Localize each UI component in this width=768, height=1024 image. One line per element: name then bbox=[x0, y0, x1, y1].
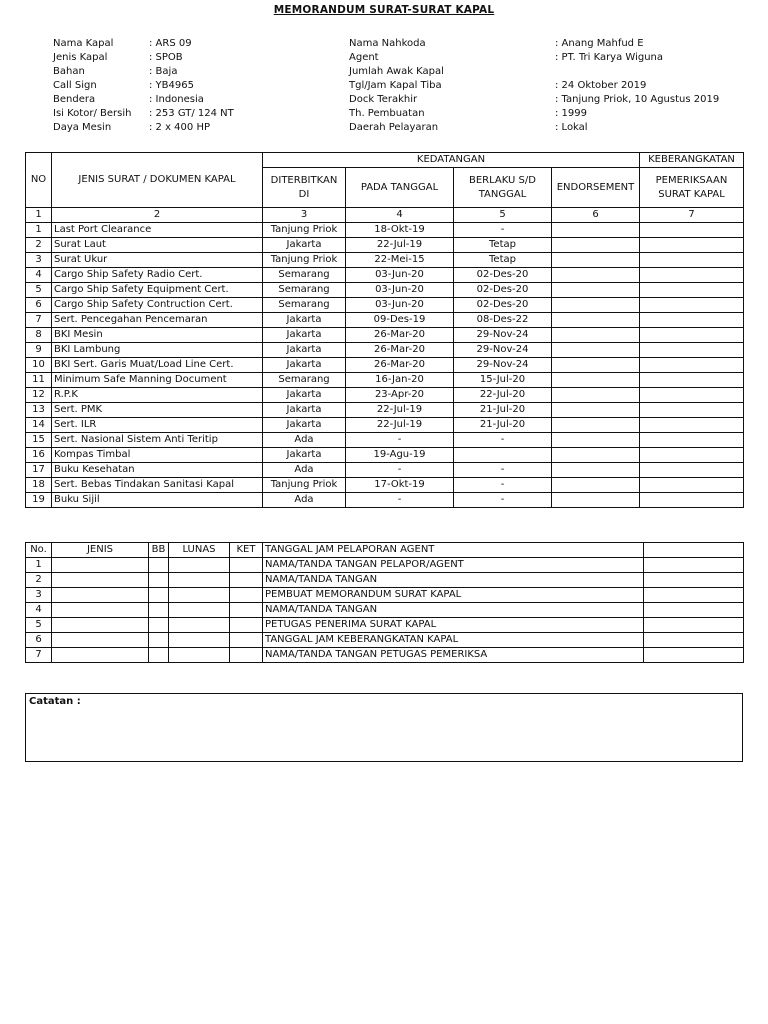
row-no: 4 bbox=[26, 268, 52, 283]
row-pada-tanggal: 18-Okt-19 bbox=[346, 223, 454, 238]
row-berlaku: - bbox=[454, 493, 552, 508]
log-jenis bbox=[52, 603, 149, 618]
row-jenis-surat: Sert. Bebas Tindakan Sanitasi Kapal bbox=[52, 478, 263, 493]
row-diterbitkan-di: Jakarta bbox=[263, 448, 346, 463]
row-no: 18 bbox=[26, 478, 52, 493]
log-row-right: TANGGAL JAM KEBERANGKATAN KAPAL bbox=[263, 633, 644, 648]
log-header-jenis: JENIS bbox=[52, 543, 149, 558]
header-kedatangan: KEDATANGAN bbox=[263, 153, 640, 168]
log-row-no: 4 bbox=[26, 603, 52, 618]
column-number-row bbox=[26, 208, 744, 223]
row-diterbitkan-di: Semarang bbox=[263, 298, 346, 313]
log-row bbox=[26, 603, 744, 618]
row-pada-tanggal: 22-Jul-19 bbox=[346, 238, 454, 253]
row-pemeriksaan bbox=[640, 253, 744, 268]
row-diterbitkan-di: Tanjung Priok bbox=[263, 223, 346, 238]
info-label: Bahan bbox=[53, 66, 85, 77]
log-ket bbox=[230, 588, 263, 603]
row-endorsement bbox=[552, 448, 640, 463]
log-cell-blank bbox=[644, 588, 744, 603]
column-number: 5 bbox=[454, 208, 552, 223]
row-diterbitkan-di: Tanjung Priok bbox=[263, 478, 346, 493]
row-pada-tanggal: 22-Mei-15 bbox=[346, 253, 454, 268]
info-value: : ARS 09 bbox=[149, 38, 192, 49]
row-berlaku: - bbox=[454, 478, 552, 493]
table-row bbox=[26, 223, 744, 238]
log-lunas bbox=[169, 633, 230, 648]
log-row bbox=[26, 558, 744, 573]
log-bb bbox=[149, 558, 169, 573]
row-endorsement bbox=[552, 343, 640, 358]
row-diterbitkan-di: Semarang bbox=[263, 268, 346, 283]
row-berlaku: 02-Des-20 bbox=[454, 268, 552, 283]
row-pemeriksaan bbox=[640, 298, 744, 313]
row-pemeriksaan bbox=[640, 238, 744, 253]
log-row-no: 6 bbox=[26, 633, 52, 648]
info-row bbox=[53, 79, 234, 93]
log-header-ket: KET bbox=[230, 543, 263, 558]
row-pemeriksaan bbox=[640, 403, 744, 418]
row-endorsement bbox=[552, 478, 640, 493]
row-pemeriksaan bbox=[640, 478, 744, 493]
row-endorsement bbox=[552, 253, 640, 268]
row-no: 3 bbox=[26, 253, 52, 268]
row-berlaku: 02-Des-20 bbox=[454, 283, 552, 298]
info-value: : SPOB bbox=[149, 52, 183, 63]
log-lunas bbox=[169, 603, 230, 618]
row-pada-tanggal: 26-Mar-20 bbox=[346, 328, 454, 343]
log-cell-blank bbox=[644, 558, 744, 573]
row-pemeriksaan bbox=[640, 313, 744, 328]
header-pemeriksaan: PEMERIKSAAN SURAT KAPAL bbox=[640, 168, 744, 208]
table-row bbox=[26, 418, 744, 433]
log-header-bb: BB bbox=[149, 543, 169, 558]
log-bb bbox=[149, 618, 169, 633]
log-row-no: 7 bbox=[26, 648, 52, 663]
row-jenis-surat: Buku Kesehatan bbox=[52, 463, 263, 478]
info-value: : Baja bbox=[149, 66, 178, 77]
row-endorsement bbox=[552, 298, 640, 313]
row-berlaku: 29-Nov-24 bbox=[454, 328, 552, 343]
info-value: : 24 Oktober 2019 bbox=[555, 80, 647, 91]
row-pada-tanggal: 22-Jul-19 bbox=[346, 403, 454, 418]
log-cell-blank bbox=[644, 618, 744, 633]
info-label: Jenis Kapal bbox=[53, 52, 108, 63]
row-no: 19 bbox=[26, 493, 52, 508]
table-row bbox=[26, 448, 744, 463]
ship-info-left bbox=[53, 37, 234, 135]
row-no: 2 bbox=[26, 238, 52, 253]
documents-table bbox=[25, 152, 744, 508]
info-value: : 253 GT/ 124 NT bbox=[149, 108, 234, 119]
row-jenis-surat: Sert. Pencegahan Pencemaran bbox=[52, 313, 263, 328]
log-lunas bbox=[169, 648, 230, 663]
column-number: 3 bbox=[263, 208, 346, 223]
row-berlaku bbox=[454, 448, 552, 463]
log-header-right: TANGGAL JAM PELAPORAN AGENT bbox=[263, 543, 644, 558]
log-header-no: No. bbox=[26, 543, 52, 558]
row-berlaku: 29-Nov-24 bbox=[454, 358, 552, 373]
row-berlaku: 21-Jul-20 bbox=[454, 418, 552, 433]
log-row-right: NAMA/TANDA TANGAN PELAPOR/AGENT bbox=[263, 558, 644, 573]
column-number: 7 bbox=[640, 208, 744, 223]
table-row bbox=[26, 313, 744, 328]
row-no: 14 bbox=[26, 418, 52, 433]
row-endorsement bbox=[552, 433, 640, 448]
log-ket bbox=[230, 558, 263, 573]
log-row-right: NAMA/TANDA TANGAN bbox=[263, 573, 644, 588]
ship-info-right bbox=[349, 37, 719, 135]
log-cell-blank bbox=[644, 573, 744, 588]
log-row-no: 2 bbox=[26, 573, 52, 588]
row-endorsement bbox=[552, 238, 640, 253]
log-row-right: PEMBUAT MEMORANDUM SURAT KAPAL bbox=[263, 588, 644, 603]
log-cell-blank bbox=[644, 633, 744, 648]
row-diterbitkan-di: Jakarta bbox=[263, 418, 346, 433]
row-no: 16 bbox=[26, 448, 52, 463]
row-pemeriksaan bbox=[640, 343, 744, 358]
header-jenis-surat: JENIS SURAT / DOKUMEN KAPAL bbox=[52, 153, 263, 208]
log-jenis bbox=[52, 573, 149, 588]
info-row bbox=[349, 51, 719, 65]
table-row bbox=[26, 328, 744, 343]
info-label: Nama Kapal bbox=[53, 38, 114, 49]
column-number: 2 bbox=[52, 208, 263, 223]
row-endorsement bbox=[552, 373, 640, 388]
column-number: 4 bbox=[346, 208, 454, 223]
row-endorsement bbox=[552, 313, 640, 328]
info-row bbox=[53, 65, 234, 79]
row-endorsement bbox=[552, 418, 640, 433]
info-row bbox=[53, 121, 234, 135]
log-row-right: NAMA/TANDA TANGAN PETUGAS PEMERIKSA bbox=[263, 648, 644, 663]
log-cell-blank bbox=[644, 543, 744, 558]
info-label: Daya Mesin bbox=[53, 122, 112, 133]
log-jenis bbox=[52, 618, 149, 633]
row-pada-tanggal: 23-Apr-20 bbox=[346, 388, 454, 403]
row-pada-tanggal: 03-Jun-20 bbox=[346, 298, 454, 313]
row-pemeriksaan bbox=[640, 433, 744, 448]
log-ket bbox=[230, 618, 263, 633]
row-jenis-surat: BKI Lambung bbox=[52, 343, 263, 358]
row-endorsement bbox=[552, 493, 640, 508]
row-endorsement bbox=[552, 463, 640, 478]
info-value: : YB4965 bbox=[149, 80, 194, 91]
info-label: Agent bbox=[349, 52, 379, 63]
row-jenis-surat: Cargo Ship Safety Radio Cert. bbox=[52, 268, 263, 283]
row-berlaku: Tetap bbox=[454, 238, 552, 253]
row-diterbitkan-di: Ada bbox=[263, 493, 346, 508]
row-no: 9 bbox=[26, 343, 52, 358]
row-endorsement bbox=[552, 358, 640, 373]
row-pada-tanggal: 03-Jun-20 bbox=[346, 268, 454, 283]
table-row bbox=[26, 388, 744, 403]
info-value: : Anang Mahfud E bbox=[555, 38, 644, 49]
log-row-right: PETUGAS PENERIMA SURAT KAPAL bbox=[263, 618, 644, 633]
log-ket bbox=[230, 573, 263, 588]
info-row bbox=[349, 93, 719, 107]
log-row bbox=[26, 648, 744, 663]
log-bb bbox=[149, 603, 169, 618]
table-row bbox=[26, 493, 744, 508]
row-diterbitkan-di: Jakarta bbox=[263, 238, 346, 253]
row-no: 13 bbox=[26, 403, 52, 418]
log-row-no: 3 bbox=[26, 588, 52, 603]
info-row bbox=[53, 107, 234, 121]
row-no: 8 bbox=[26, 328, 52, 343]
row-pemeriksaan bbox=[640, 223, 744, 238]
log-bb bbox=[149, 588, 169, 603]
notes-box bbox=[25, 693, 743, 762]
log-lunas bbox=[169, 618, 230, 633]
log-lunas bbox=[169, 558, 230, 573]
row-no: 7 bbox=[26, 313, 52, 328]
log-row-right: NAMA/TANDA TANGAN bbox=[263, 603, 644, 618]
row-pada-tanggal: 17-Okt-19 bbox=[346, 478, 454, 493]
info-label: Nama Nahkoda bbox=[349, 38, 426, 49]
log-ket bbox=[230, 603, 263, 618]
info-row bbox=[349, 65, 719, 79]
info-label: Isi Kotor/ Bersih bbox=[53, 108, 132, 119]
row-jenis-surat: Sert. Nasional Sistem Anti Teritip bbox=[52, 433, 263, 448]
info-label: Daerah Pelayaran bbox=[349, 122, 439, 133]
log-header-lunas: LUNAS bbox=[169, 543, 230, 558]
row-endorsement bbox=[552, 328, 640, 343]
row-berlaku: - bbox=[454, 433, 552, 448]
info-row bbox=[349, 79, 719, 93]
row-no: 11 bbox=[26, 373, 52, 388]
column-number: 1 bbox=[26, 208, 52, 223]
header-pada-tanggal: PADA TANGGAL bbox=[346, 168, 454, 208]
header-diterbitkan-di: DITERBITKAN DI bbox=[263, 168, 346, 208]
table-row bbox=[26, 478, 744, 493]
header-no: NO bbox=[26, 153, 52, 208]
row-pemeriksaan bbox=[640, 268, 744, 283]
row-no: 10 bbox=[26, 358, 52, 373]
table-row bbox=[26, 283, 744, 298]
row-berlaku: 29-Nov-24 bbox=[454, 343, 552, 358]
row-no: 6 bbox=[26, 298, 52, 313]
row-jenis-surat: R.P.K bbox=[52, 388, 263, 403]
info-value: : 2 x 400 HP bbox=[149, 122, 211, 133]
info-value: : PT. Tri Karya Wiguna bbox=[555, 52, 664, 63]
header-endorsement: ENDORSEMENT bbox=[552, 168, 640, 208]
row-pada-tanggal: 26-Mar-20 bbox=[346, 358, 454, 373]
row-no: 12 bbox=[26, 388, 52, 403]
row-berlaku: Tetap bbox=[454, 253, 552, 268]
info-value: : Lokal bbox=[555, 122, 588, 133]
row-pemeriksaan bbox=[640, 448, 744, 463]
column-number: 6 bbox=[552, 208, 640, 223]
row-pada-tanggal: - bbox=[346, 463, 454, 478]
row-jenis-surat: BKI Mesin bbox=[52, 328, 263, 343]
row-berlaku: 21-Jul-20 bbox=[454, 403, 552, 418]
row-jenis-surat: Last Port Clearance bbox=[52, 223, 263, 238]
row-pada-tanggal: 26-Mar-20 bbox=[346, 343, 454, 358]
row-berlaku: - bbox=[454, 223, 552, 238]
info-row bbox=[53, 51, 234, 65]
row-pemeriksaan bbox=[640, 283, 744, 298]
table-row bbox=[26, 238, 744, 253]
info-row bbox=[53, 37, 234, 51]
row-diterbitkan-di: Ada bbox=[263, 463, 346, 478]
report-log-table bbox=[25, 542, 744, 663]
table-row bbox=[26, 298, 744, 313]
info-label: Jumlah Awak Kapal bbox=[349, 66, 444, 77]
log-cell-blank bbox=[644, 603, 744, 618]
info-row bbox=[53, 93, 234, 107]
row-diterbitkan-di: Jakarta bbox=[263, 343, 346, 358]
row-berlaku: - bbox=[454, 463, 552, 478]
row-endorsement bbox=[552, 223, 640, 238]
log-ket bbox=[230, 648, 263, 663]
log-bb bbox=[149, 648, 169, 663]
info-row bbox=[349, 37, 719, 51]
row-diterbitkan-di: Ada bbox=[263, 433, 346, 448]
info-label: Tgl/Jam Kapal Tiba bbox=[349, 80, 442, 91]
row-diterbitkan-di: Jakarta bbox=[263, 403, 346, 418]
info-label: Call Sign bbox=[53, 80, 97, 91]
row-diterbitkan-di: Jakarta bbox=[263, 313, 346, 328]
row-diterbitkan-di: Tanjung Priok bbox=[263, 253, 346, 268]
log-row bbox=[26, 588, 744, 603]
info-label: Th. Pembuatan bbox=[349, 108, 425, 119]
header-keberangkatan: KEBERANGKATAN bbox=[640, 153, 744, 168]
log-row bbox=[26, 633, 744, 648]
log-row bbox=[26, 573, 744, 588]
row-berlaku: 15-Jul-20 bbox=[454, 373, 552, 388]
row-pada-tanggal: 19-Agu-19 bbox=[346, 448, 454, 463]
row-pada-tanggal: 16-Jan-20 bbox=[346, 373, 454, 388]
row-jenis-surat: Buku Sijil bbox=[52, 493, 263, 508]
log-jenis bbox=[52, 648, 149, 663]
row-no: 15 bbox=[26, 433, 52, 448]
info-value: : 1999 bbox=[555, 108, 587, 119]
log-jenis bbox=[52, 558, 149, 573]
row-jenis-surat: Sert. ILR bbox=[52, 418, 263, 433]
row-jenis-surat: Sert. PMK bbox=[52, 403, 263, 418]
info-label: Bendera bbox=[53, 94, 96, 105]
table-row bbox=[26, 358, 744, 373]
table-row bbox=[26, 403, 744, 418]
row-jenis-surat: Cargo Ship Safety Contruction Cert. bbox=[52, 298, 263, 313]
info-value: : Tanjung Priok, 10 Agustus 2019 bbox=[555, 94, 720, 105]
row-jenis-surat: Surat Ukur bbox=[52, 253, 263, 268]
row-berlaku: 22-Jul-20 bbox=[454, 388, 552, 403]
row-jenis-surat: Kompas Timbal bbox=[52, 448, 263, 463]
row-pemeriksaan bbox=[640, 373, 744, 388]
row-pemeriksaan bbox=[640, 358, 744, 373]
log-jenis bbox=[52, 588, 149, 603]
row-berlaku: 08-Des-22 bbox=[454, 313, 552, 328]
notes-label: Catatan : bbox=[29, 696, 81, 707]
document-title: MEMORANDUM SURAT-SURAT KAPAL bbox=[273, 4, 495, 16]
log-row bbox=[26, 618, 744, 633]
row-pada-tanggal: 22-Jul-19 bbox=[346, 418, 454, 433]
row-no: 17 bbox=[26, 463, 52, 478]
table-row bbox=[26, 373, 744, 388]
row-diterbitkan-di: Jakarta bbox=[263, 328, 346, 343]
row-diterbitkan-di: Jakarta bbox=[263, 358, 346, 373]
info-label: Dock Terakhir bbox=[349, 94, 418, 105]
log-lunas bbox=[169, 573, 230, 588]
row-berlaku: 02-Des-20 bbox=[454, 298, 552, 313]
row-endorsement bbox=[552, 283, 640, 298]
row-diterbitkan-di: Semarang bbox=[263, 283, 346, 298]
row-diterbitkan-di: Semarang bbox=[263, 373, 346, 388]
log-row-no: 5 bbox=[26, 618, 52, 633]
info-value: : Indonesia bbox=[149, 94, 204, 105]
row-pemeriksaan bbox=[640, 493, 744, 508]
log-bb bbox=[149, 633, 169, 648]
row-endorsement bbox=[552, 268, 640, 283]
row-pada-tanggal: - bbox=[346, 433, 454, 448]
header-berlaku: BERLAKU S/D TANGGAL bbox=[454, 168, 552, 208]
row-endorsement bbox=[552, 388, 640, 403]
row-pemeriksaan bbox=[640, 463, 744, 478]
log-row-no: 1 bbox=[26, 558, 52, 573]
log-lunas bbox=[169, 588, 230, 603]
log-jenis bbox=[52, 633, 149, 648]
table-row bbox=[26, 433, 744, 448]
info-row bbox=[349, 107, 719, 121]
row-diterbitkan-di: Jakarta bbox=[263, 388, 346, 403]
log-ket bbox=[230, 633, 263, 648]
row-jenis-surat: Minimum Safe Manning Document bbox=[52, 373, 263, 388]
table-row bbox=[26, 463, 744, 478]
table-row bbox=[26, 268, 744, 283]
table-row bbox=[26, 343, 744, 358]
row-pemeriksaan bbox=[640, 328, 744, 343]
row-endorsement bbox=[552, 403, 640, 418]
info-row bbox=[349, 121, 719, 135]
row-no: 1 bbox=[26, 223, 52, 238]
row-pada-tanggal: - bbox=[346, 493, 454, 508]
row-pemeriksaan bbox=[640, 418, 744, 433]
row-pada-tanggal: 09-Des-19 bbox=[346, 313, 454, 328]
row-pemeriksaan bbox=[640, 388, 744, 403]
row-no: 5 bbox=[26, 283, 52, 298]
row-pada-tanggal: 03-Jun-20 bbox=[346, 283, 454, 298]
row-jenis-surat: Cargo Ship Safety Equipment Cert. bbox=[52, 283, 263, 298]
table-row bbox=[26, 253, 744, 268]
row-jenis-surat: BKI Sert. Garis Muat/Load Line Cert. bbox=[52, 358, 263, 373]
row-jenis-surat: Surat Laut bbox=[52, 238, 263, 253]
log-bb bbox=[149, 573, 169, 588]
log-cell-blank bbox=[644, 648, 744, 663]
